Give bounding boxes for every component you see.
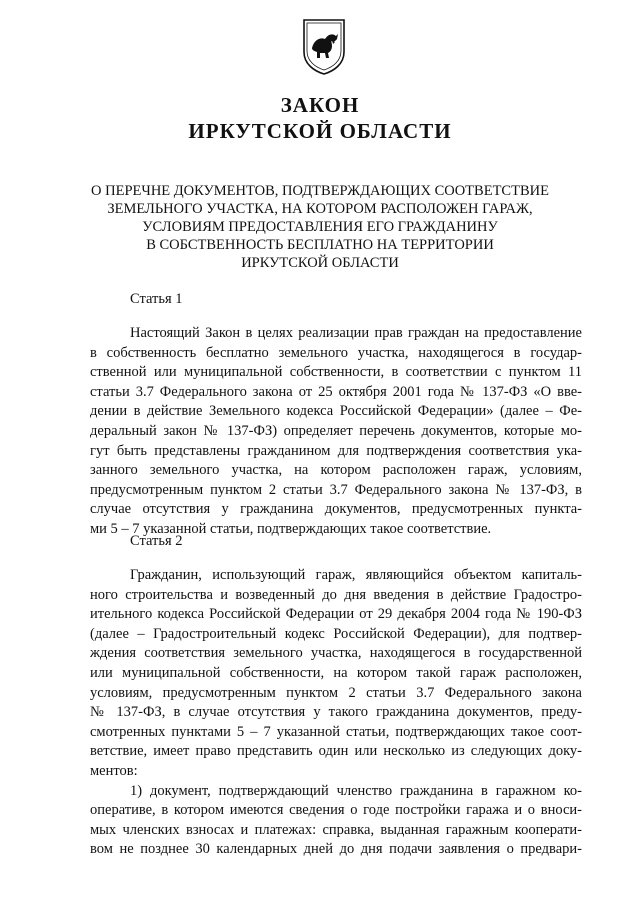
text-line: смотренных пунктами 5 – 7 указанной статьи, подтверждающих такое соот- <box>90 723 582 740</box>
subject-line: В СОБСТВЕННОСТЬ БЕСПЛАТНО НА ТЕРРИТОРИИ <box>146 237 494 253</box>
region-title: ИРКУТСКОЙ ОБЛАСТИ <box>188 119 452 143</box>
coat-of-arms-emblem <box>302 18 346 76</box>
text-line: ительного кодекса Российской Федерации от 29 декабря 2004 года № 190-ФЗ <box>90 606 582 623</box>
text-line: ми 5 – 7 указанной статьи, подтверждающих такое соответствие. <box>90 520 492 537</box>
text-line: ственной или муниципальной собственности, в соответствии с пунктом 11 <box>90 364 582 381</box>
article-2-heading: Статья 2 <box>130 533 183 549</box>
shield-icon <box>302 18 346 76</box>
text-line: статьи 3.7 Федерального закона от 25 октября 2001 года № 137-ФЗ «О вве- <box>90 383 582 400</box>
text-line: мых членских взносах и платежах: справка, выданная гаражным кооперати- <box>90 821 582 838</box>
text-line: Настоящий Закон в целях реализации прав граждан на предоставление <box>130 325 582 341</box>
law-title: ЗАКОН <box>280 93 360 117</box>
subject-line: О ПЕРЕЧНЕ ДОКУМЕНТОВ, ПОДТВЕРЖДАЮЩИХ СООТВЕТСТВИЕ <box>91 183 549 199</box>
text-line: в собственность бесплатно земельного участка, находящегося в государ- <box>90 344 582 361</box>
text-line: или муниципальной собственности, на котором такой гараж расположен, <box>90 664 582 681</box>
text-line: вом не позднее 30 календарных дней до дня подачи заявления о предвари- <box>90 841 582 858</box>
subject-line: УСЛОВИЯМ ПРЕДОСТАВЛЕНИЯ ЕГО ГРАЖДАНИНУ <box>142 219 498 235</box>
text-line: № 137-ФЗ, в случае отсутствия у такого гражданина документов, преду- <box>90 704 582 721</box>
article-1-heading: Статья 1 <box>130 291 183 307</box>
text-line: ветствие, имеет право представить один или несколько из следующих доку- <box>90 743 582 760</box>
text-line: ждения соответствия земельного участка, находящегося в государственной <box>90 645 582 662</box>
law-subject <box>80 182 560 272</box>
article-1-body <box>90 324 582 540</box>
text-line: ментов: <box>90 762 138 779</box>
subject-line: ИРКУТСКОЙ ОБЛАСТИ <box>241 255 399 271</box>
text-line: (далее – Градостроительный кодекс Российской Федерации), для подтвер- <box>90 625 582 642</box>
text-line: гут быть представлены гражданином для подтверждения соответствия ука- <box>90 442 582 459</box>
text-line: Гражданин, использующий гараж, являющийся объектом капиталь- <box>130 567 582 583</box>
text-line: деральный закон № 137-ФЗ) определяет перечень документов, которые мо- <box>90 422 582 439</box>
text-line: предусмотренным пунктом 2 статьи 3.7 Федерального закона № 137-ФЗ, в <box>90 481 582 498</box>
text-line: занного земельного участка, на котором расположен гараж, условиям, <box>90 462 582 479</box>
text-line: условиям, предусмотренным пунктом 2 статьи 3.7 Федерального закона <box>90 684 582 701</box>
text-line: случае отсутствия у гражданина документов, предусмотренных пункта- <box>90 501 582 518</box>
text-line: 1) документ, подтверждающий членство гражданина в гаражном ко- <box>130 782 582 799</box>
text-line: ного строительства и возведенный до дня введения в действие Градостро- <box>90 586 582 603</box>
subject-line: ЗЕМЕЛЬНОГО УЧАСТКА, НА КОТОРОМ РАСПОЛОЖЕН ГАРАЖ, <box>107 201 533 217</box>
article-2-body <box>90 566 582 860</box>
text-line: оперативе, в котором имеются сведения о годе постройки гаража и о вноси- <box>90 802 582 819</box>
text-line: дении в действие Земельного кодекса Российской Федерации» (далее – Фе- <box>90 403 582 420</box>
